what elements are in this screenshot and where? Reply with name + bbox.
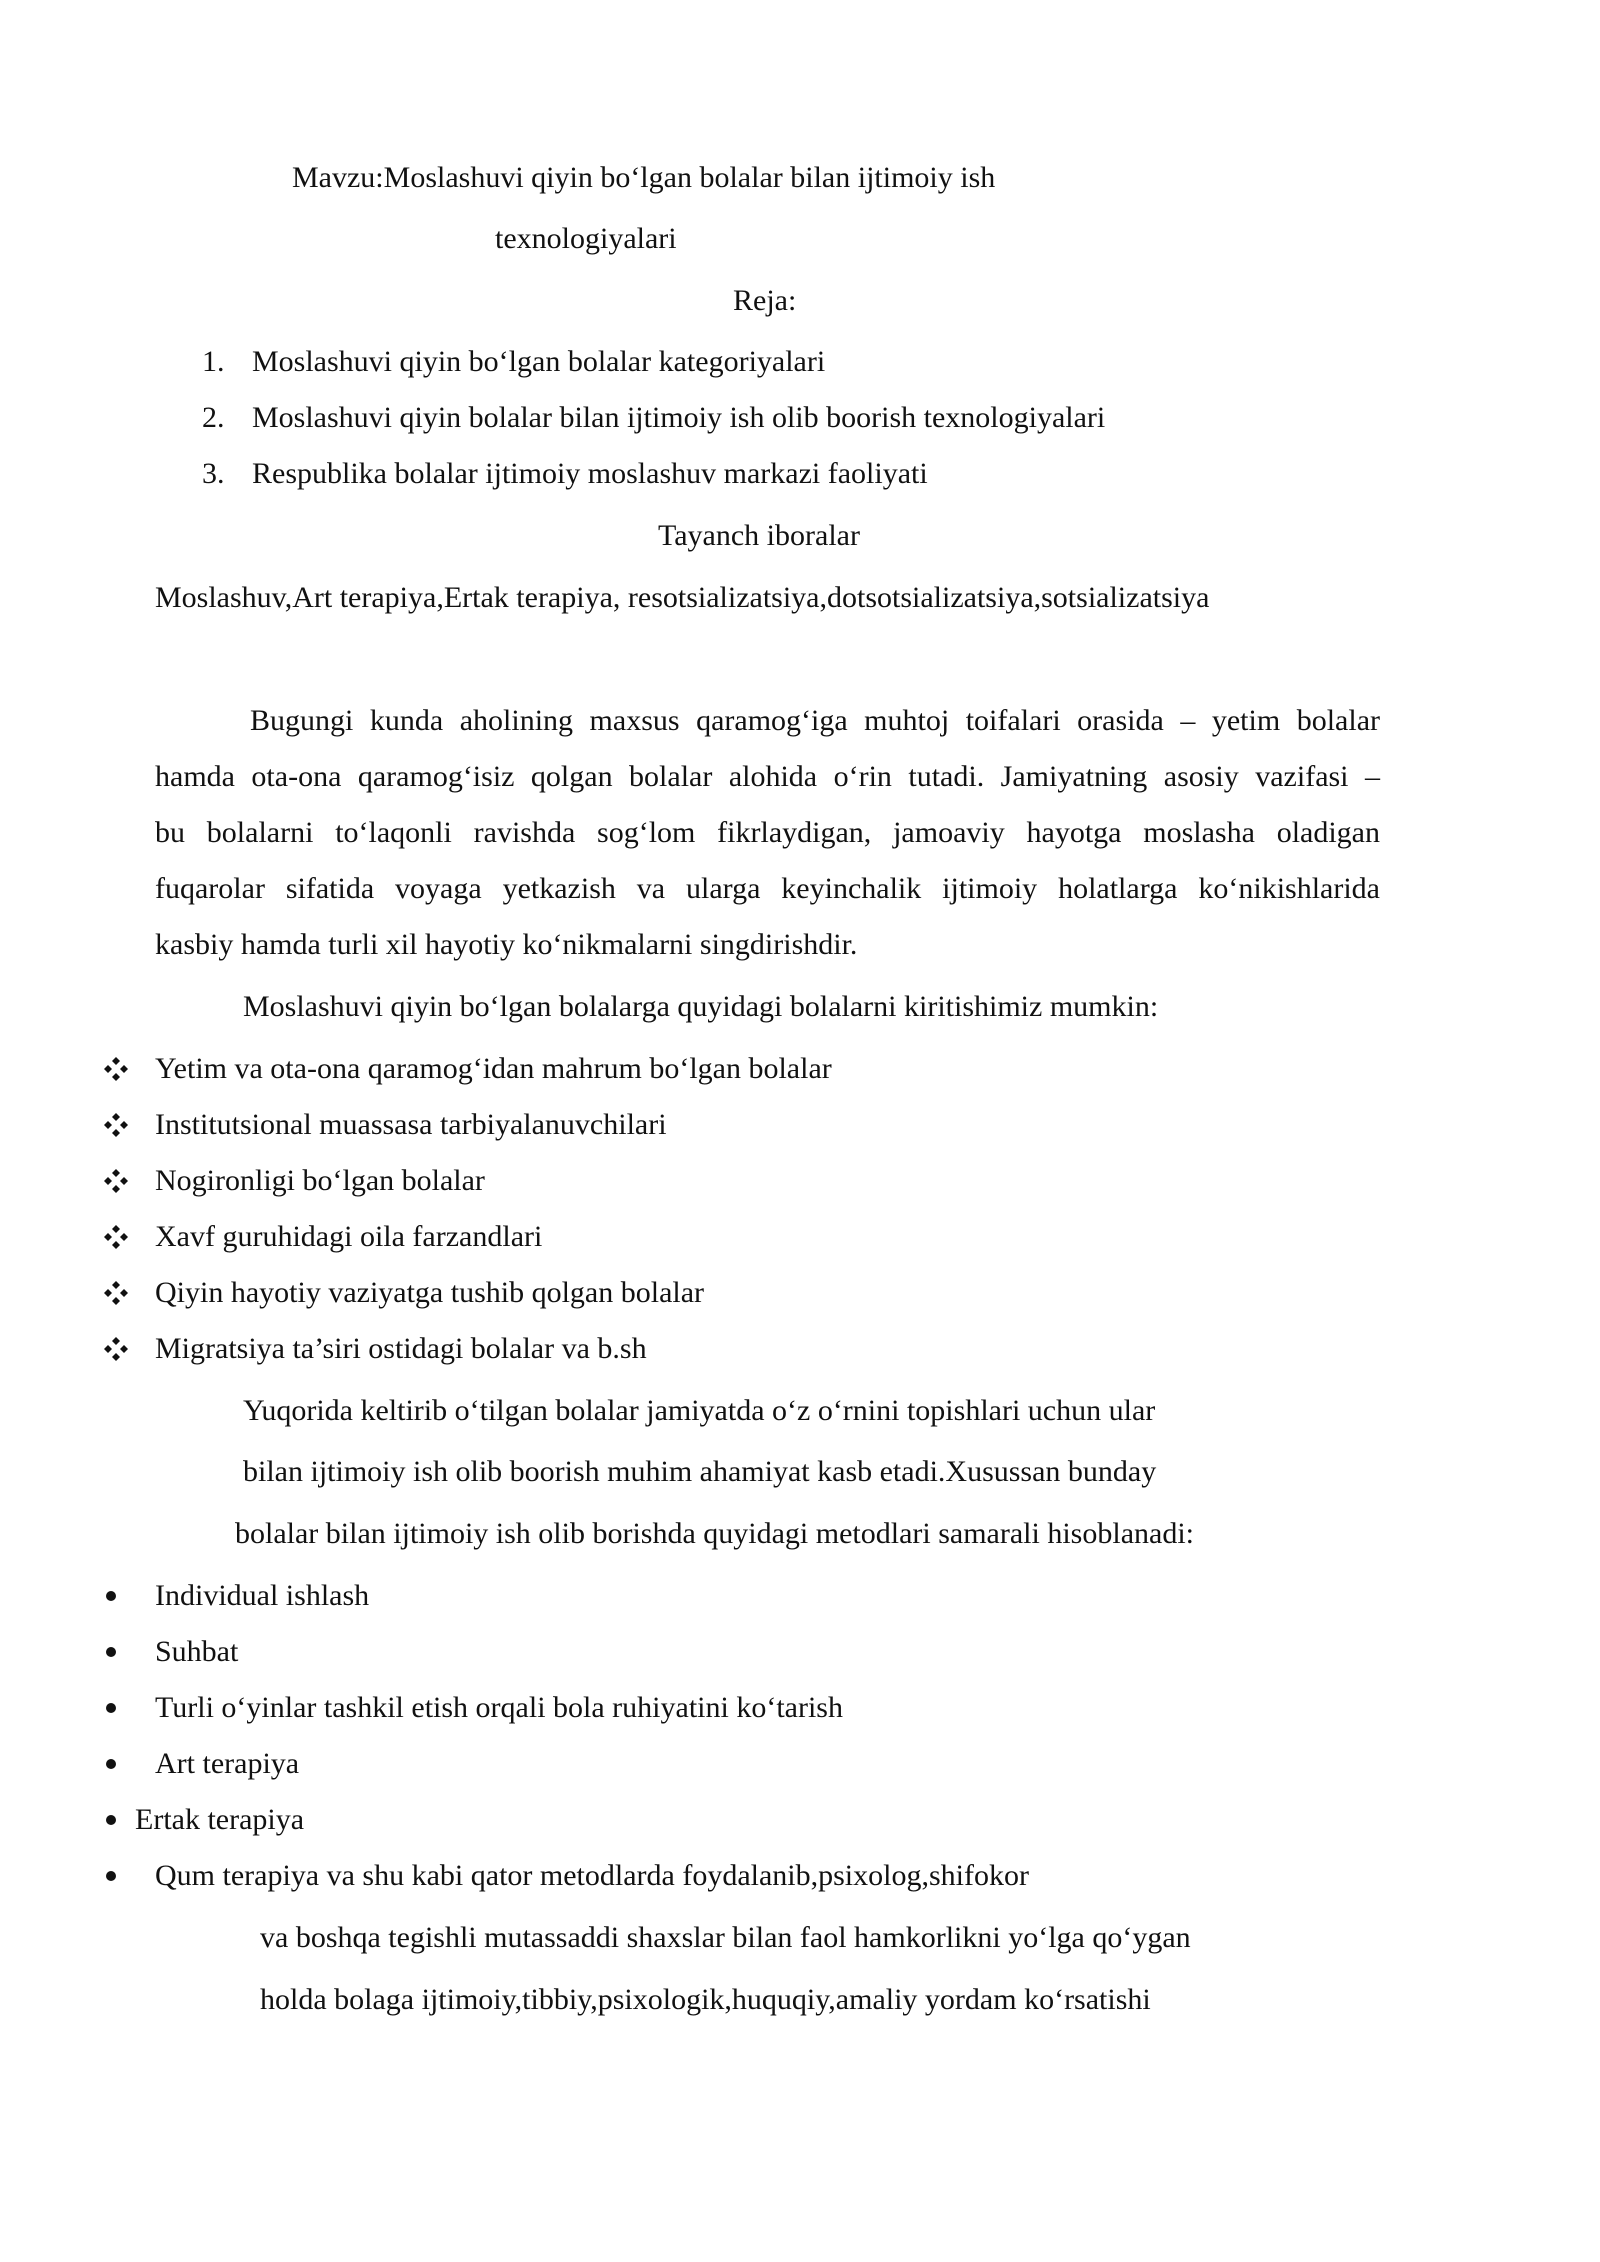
categories-lead: Moslashuvi qiyin bo‘lgan bolalarga quyidagi bolalarni kiritishimiz mumkin:: [243, 990, 1159, 1023]
list-item-text: Turli o‘yinlar tashkil etish orqali bola ruhiyatini ko‘tarish: [155, 1691, 843, 1724]
plan-heading: Reja:: [733, 284, 797, 317]
bullet-dot-icon: [106, 1815, 116, 1825]
plan-item-text: Moslashuvi qiyin bo‘lgan bolalar kategoriyalari: [252, 345, 826, 378]
bullet-dot-icon: [106, 1703, 116, 1713]
bullet-dot-icon: [106, 1591, 116, 1601]
methods-continuation-line: holda bolaga ijtimoiy,tibbiy,psixologik,huquqiy,amaliy yordam ko‘rsatishi: [260, 1983, 1151, 2016]
methods-intro-line: bilan ijtimoiy ish olib boorish muhim ahamiyat kasb etadi.Xusussan bunday: [243, 1455, 1157, 1488]
page-title-line-1: Mavzu:Moslashuvi qiyin bo‘lgan bolalar bilan ijtimoiy ish: [292, 161, 996, 194]
plan-item-text: Respublika bolalar ijtimoiy moslashuv markazi faoliyati: [252, 457, 928, 490]
list-item-text: Qiyin hayotiy vaziyatga tushib qolgan bolalar: [155, 1276, 705, 1309]
list-item-text: Nogironligi bo‘lgan bolalar: [155, 1164, 485, 1197]
plan-item-number: 1.: [202, 345, 225, 378]
intro-paragraph-line: fuqarolar sifatida voyaga yetkazish va ularga keyinchalik ijtimoiy holatlarga ko‘nikishlarida: [155, 872, 1380, 905]
intro-paragraph-line: Bugungi kunda aholining maxsus qaramog‘iga muhtoj toifalari orasida – yetim bolalar: [250, 704, 1380, 737]
keywords-text: Moslashuv,Art terapiya,Ertak terapiya, resotsializatsiya,dotsotsializatsiya,sotsializatsiya: [155, 581, 1210, 614]
four-diamond-bullet-icon: [103, 1056, 129, 1082]
list-item-text: Qum terapiya va shu kabi qator metodlarda foydalanib,psixolog,shifokor: [155, 1859, 1029, 1892]
intro-paragraph-line: hamda ota-ona qaramog‘isiz qolgan bolalar alohida o‘rin tutadi. Jamiyatning asosiy vazifasi –: [155, 760, 1380, 793]
page-title-line-2: texnologiyalari: [495, 222, 677, 255]
four-diamond-bullet-icon: [103, 1336, 129, 1362]
list-item-text: Suhbat: [155, 1635, 239, 1668]
list-item-text: Xavf guruhidagi oila farzandlari: [155, 1220, 543, 1253]
four-diamond-bullet-icon: [103, 1224, 129, 1250]
methods-intro-line: bolalar bilan ijtimoiy ish olib borishda quyidagi metodlari samarali hisoblanadi:: [235, 1517, 1194, 1550]
plan-item-number: 2.: [202, 401, 225, 434]
list-item-text: Individual ishlash: [155, 1579, 370, 1612]
keywords-heading: Tayanch iboralar: [658, 519, 860, 552]
list-item-text: Institutsional muassasa tarbiyalanuvchilari: [155, 1108, 667, 1141]
intro-paragraph-line: bu bolalarni to‘laqonli ravishda sog‘lom fikrlaydigan, jamoaviy hayotga moslasha oladigan: [155, 816, 1380, 849]
intro-paragraph-line: kasbiy hamda turli xil hayotiy ko‘nikmalarni singdirishdir.: [155, 928, 858, 961]
list-item-text: Migratsiya ta’siri ostidagi bolalar va b.sh: [155, 1332, 647, 1365]
methods-continuation-line: va boshqa tegishli mutassaddi shaxslar bilan faol hamkorlikni yo‘lga qo‘ygan: [260, 1921, 1191, 1954]
list-item-text: Ertak terapiya: [135, 1803, 305, 1836]
bullet-dot-icon: [106, 1871, 116, 1881]
four-diamond-bullet-icon: [103, 1112, 129, 1138]
methods-intro-line: Yuqorida keltirib o‘tilgan bolalar jamiyatda o‘z o‘rnini topishlari uchun ular: [243, 1394, 1156, 1427]
list-item-text: Yetim va ota-ona qaramog‘idan mahrum bo‘lgan bolalar: [155, 1052, 832, 1085]
plan-item-text: Moslashuvi qiyin bolalar bilan ijtimoiy ish olib boorish texnologiyalari: [252, 401, 1106, 434]
bullet-dot-icon: [106, 1759, 116, 1769]
four-diamond-bullet-icon: [103, 1280, 129, 1306]
plan-item-number: 3.: [202, 457, 225, 490]
bullet-dot-icon: [106, 1647, 116, 1657]
four-diamond-bullet-icon: [103, 1168, 129, 1194]
list-item-text: Art terapiya: [155, 1747, 300, 1780]
